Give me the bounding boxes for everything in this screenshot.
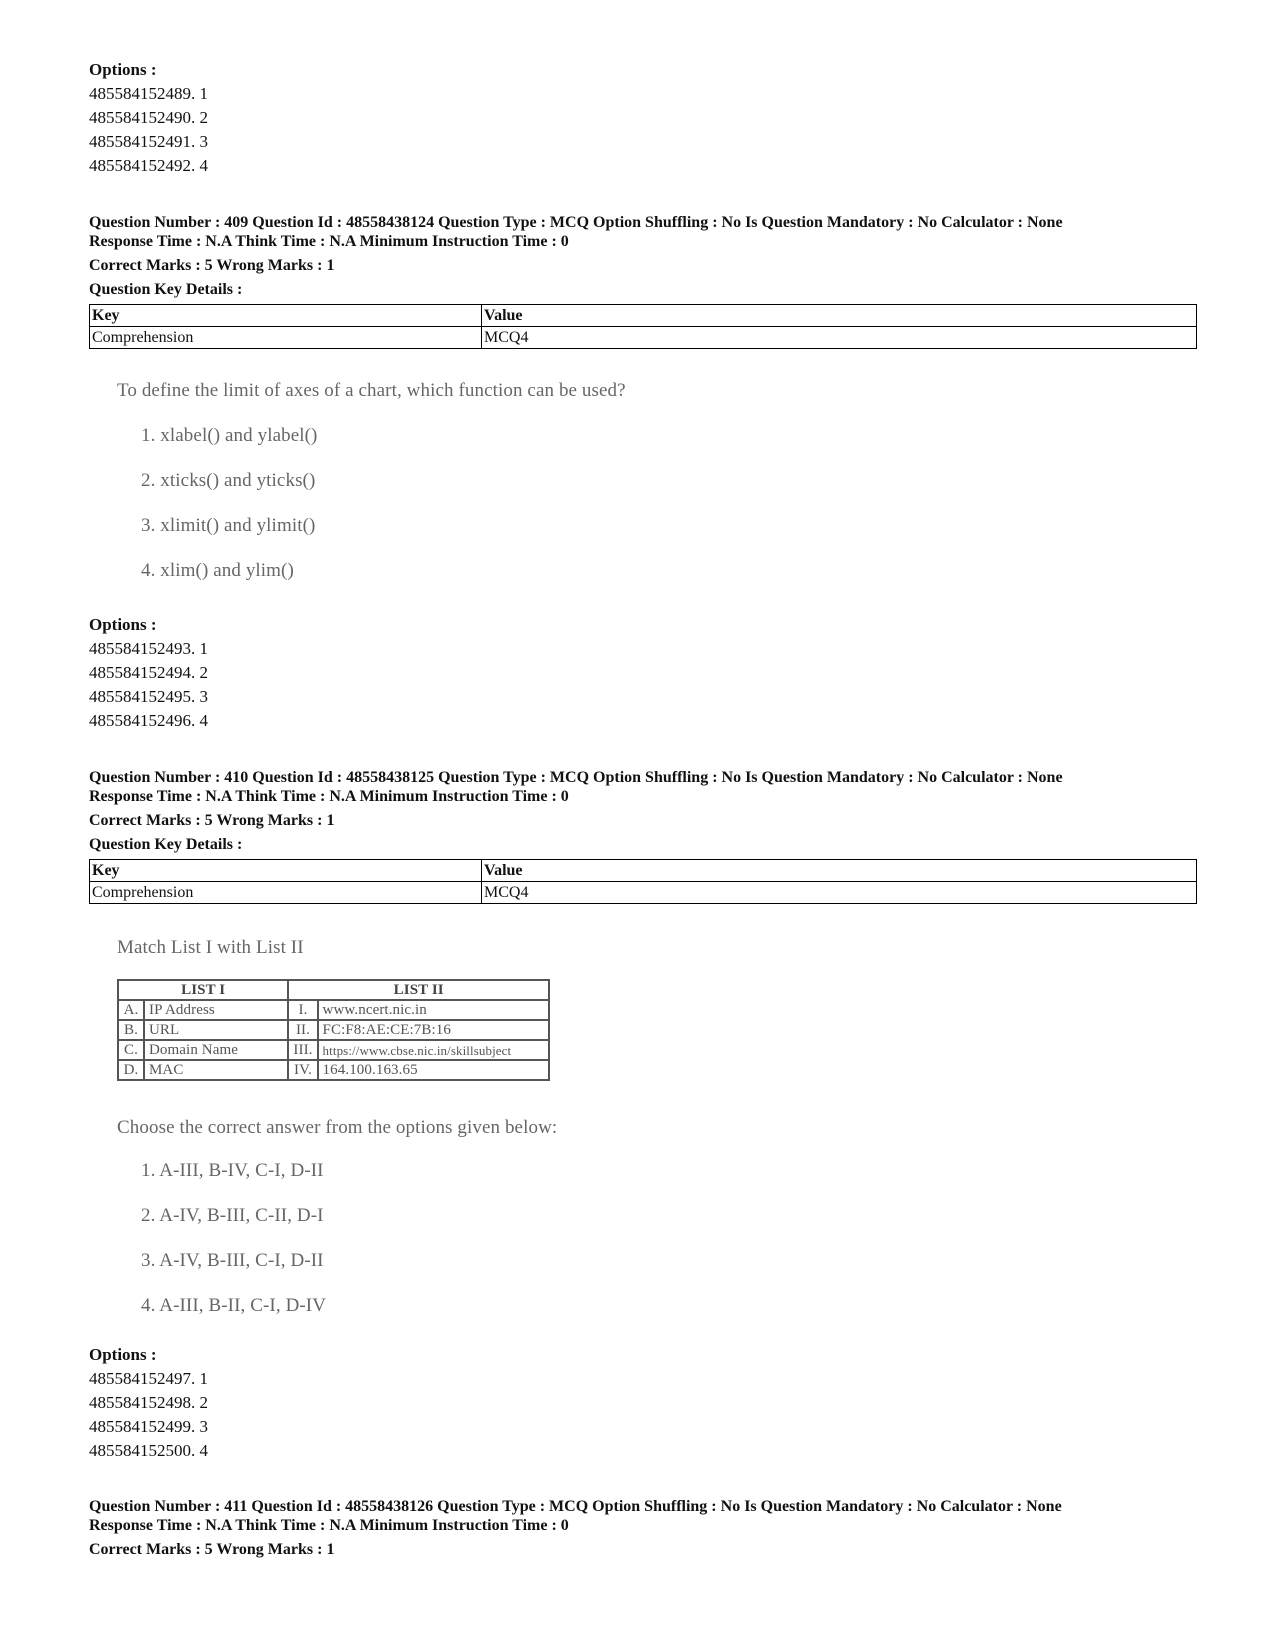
key-details-row <box>90 327 1197 349</box>
list1-letter: B. <box>118 1020 144 1040</box>
key-details-row <box>90 882 1197 904</box>
question-timing: Response Time : N.A Think Time : N.A Minimum Instruction Time : 0 <box>89 1517 569 1534</box>
question-header: Question Number : 409 Question Id : 48558438124 Question Type : MCQ Option Shuffling : No Is Question Mandatory : No Calculator : None <box>89 214 1063 231</box>
question-choice: 2. A-IV, B-III, C-II, D-I <box>141 1205 324 1226</box>
question-marks: Correct Marks : 5 Wrong Marks : 1 <box>89 257 335 274</box>
list1-letter: A. <box>118 1000 144 1020</box>
key-details-label: Question Key Details : <box>89 836 243 853</box>
match-row <box>118 1000 549 1020</box>
list2-header: LIST II <box>288 980 549 1000</box>
option-id: 485584152500. 4 <box>89 1441 208 1460</box>
match-table <box>117 979 550 1081</box>
question-choice: 1. xlabel() and ylabel() <box>141 425 318 446</box>
list1-item: Domain Name <box>144 1040 288 1060</box>
option-id: 485584152493. 1 <box>89 639 208 658</box>
question-timing: Response Time : N.A Think Time : N.A Minimum Instruction Time : 0 <box>89 788 569 805</box>
list2-item: 164.100.163.65 <box>318 1060 549 1080</box>
question-choice: 3. xlimit() and ylimit() <box>141 515 316 536</box>
list2-numeral: I. <box>288 1000 317 1020</box>
option-id: 485584152491. 3 <box>89 132 208 151</box>
question-text: Match List I with List II <box>117 937 304 958</box>
match-row <box>118 1020 549 1040</box>
question-text: To define the limit of axes of a chart, which function can be used? <box>117 380 626 401</box>
key-cell: Comprehension <box>90 882 482 904</box>
question-choice: 4. A-III, B-II, C-I, D-IV <box>141 1295 327 1316</box>
list1-header: LIST I <box>118 980 288 1000</box>
key-details-header-row <box>90 305 1197 327</box>
value-cell: MCQ4 <box>482 327 1197 349</box>
list1-item: URL <box>144 1020 288 1040</box>
option-id: 485584152492. 4 <box>89 156 208 175</box>
question-choice: 2. xticks() and yticks() <box>141 470 316 491</box>
question-instruction: Choose the correct answer from the options given below: <box>117 1117 558 1138</box>
option-id: 485584152489. 1 <box>89 84 208 103</box>
list2-numeral: II. <box>288 1020 317 1040</box>
key-details-header-row <box>90 860 1197 882</box>
list2-numeral: III. <box>288 1040 317 1060</box>
option-id: 485584152496. 4 <box>89 711 208 730</box>
value-cell: MCQ4 <box>482 882 1197 904</box>
question-timing: Response Time : N.A Think Time : N.A Minimum Instruction Time : 0 <box>89 233 569 250</box>
value-header: Value <box>482 305 1197 327</box>
question-header: Question Number : 411 Question Id : 48558438126 Question Type : MCQ Option Shuffling : No Is Question Mandatory : No Calculator : None <box>89 1498 1062 1515</box>
question-choice: 3. A-IV, B-III, C-I, D-II <box>141 1250 324 1271</box>
options-label: Options : <box>89 615 157 634</box>
list1-letter: D. <box>118 1060 144 1080</box>
question-marks: Correct Marks : 5 Wrong Marks : 1 <box>89 812 335 829</box>
list1-item: IP Address <box>144 1000 288 1020</box>
question-image <box>117 380 677 580</box>
option-id: 485584152497. 1 <box>89 1369 208 1388</box>
option-id: 485584152495. 3 <box>89 687 208 706</box>
options-label: Options : <box>89 60 157 79</box>
key-header: Key <box>90 860 482 882</box>
option-id: 485584152494. 2 <box>89 663 208 682</box>
list2-item: FC:F8:AE:CE:7B:16 <box>318 1020 549 1040</box>
key-details-table <box>89 859 1197 904</box>
list1-item: MAC <box>144 1060 288 1080</box>
key-details-table <box>89 304 1197 349</box>
list2-numeral: IV. <box>288 1060 317 1080</box>
question-image <box>117 937 597 1317</box>
list2-item: https://www.cbse.nic.in/skillsubject <box>318 1040 549 1060</box>
match-row <box>118 1040 549 1060</box>
question-marks: Correct Marks : 5 Wrong Marks : 1 <box>89 1541 335 1558</box>
list2-item: www.ncert.nic.in <box>318 1000 549 1020</box>
match-header-row <box>118 980 549 1000</box>
question-header: Question Number : 410 Question Id : 48558438125 Question Type : MCQ Option Shuffling : No Is Question Mandatory : No Calculator : None <box>89 769 1063 786</box>
match-row <box>118 1060 549 1080</box>
option-id: 485584152499. 3 <box>89 1417 208 1436</box>
question-choice: 1. A-III, B-IV, C-I, D-II <box>141 1160 324 1181</box>
key-header: Key <box>90 305 482 327</box>
option-id: 485584152498. 2 <box>89 1393 208 1412</box>
key-details-label: Question Key Details : <box>89 281 243 298</box>
value-header: Value <box>482 860 1197 882</box>
key-cell: Comprehension <box>90 327 482 349</box>
option-id: 485584152490. 2 <box>89 108 208 127</box>
options-label: Options : <box>89 1345 157 1364</box>
list1-letter: C. <box>118 1040 144 1060</box>
question-choice: 4. xlim() and ylim() <box>141 560 294 581</box>
